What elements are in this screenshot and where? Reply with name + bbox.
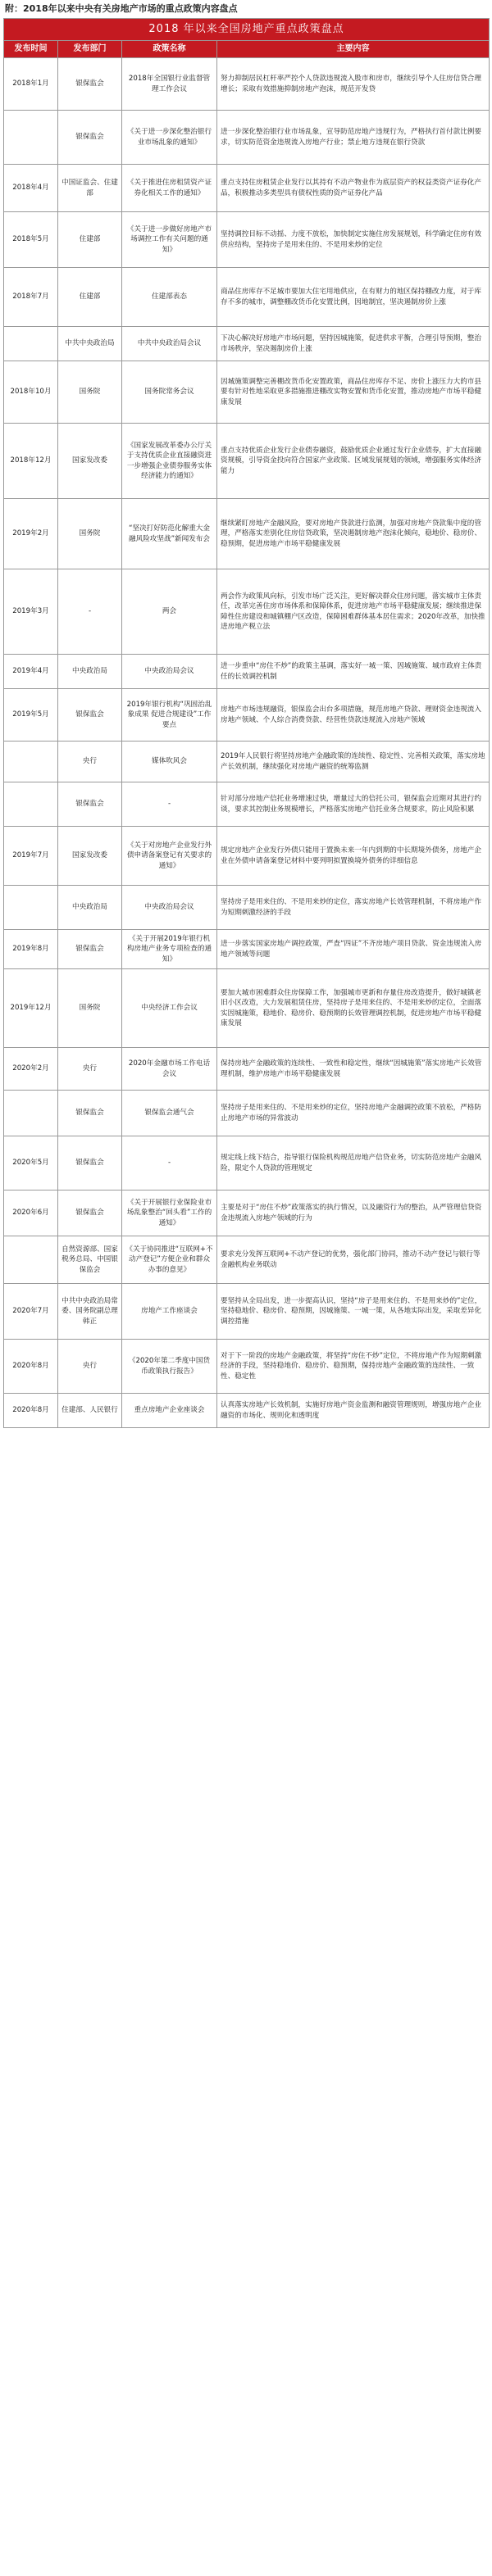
cell-content: 坚持房子是用来住的、不是用来炒的定位，坚持房地产金融调控政策不放松，严格防止房地产市场的异常波动 (217, 1091, 490, 1136)
table-row (4, 268, 490, 327)
cell-dept: 银保监会 (58, 111, 122, 165)
cell-policy: 2020年金融市场工作电话会议 (122, 1048, 217, 1091)
table-row (4, 1091, 490, 1136)
table-row (4, 930, 490, 969)
table-row (4, 327, 490, 361)
cell-policy: 两会 (122, 569, 217, 655)
cell-date: 2018年7月 (4, 268, 58, 327)
cell-content: 两会作为政策风向标，引发市场广泛关注，更好解决群众住房问题，落实城市主体责任，改革完善住房市场体系和保障体系，促进房地产市场平稳健康发展；继续推进保障性住房建设和城镇棚户区改造，保障困难群体基本居住需求；2020年改革，加快推进房地产税立法 (217, 569, 490, 655)
header-dept: 发布部门 (58, 41, 122, 58)
cell-dept: 银保监会 (58, 782, 122, 827)
cell-content: 要加大城市困难群众住房保障工作，加强城市更新和存量住房改造提升，做好城镇老旧小区改造，大力发展租赁住房，坚持房子是用来住的、不是用来炒的定位，全面落实因城施策，稳地价、稳房价、稳预期的长效管理调控机制，促进房地产市场平稳健康发展 (217, 969, 490, 1048)
cell-dept: 国务院 (58, 969, 122, 1048)
cell-policy: 住建部表态 (122, 268, 217, 327)
cell-dept: 住建部 (58, 212, 122, 268)
cell-date: 2018年12月 (4, 424, 58, 499)
page-caption: 附：2018年以来中央有关房地产市场的重点政策内容盘点 (5, 3, 238, 14)
cell-content: 因城施策调整完善棚改货币化安置政策，商品住房库存不足、房价上涨压力大的市县要有针对性地采取更多措施推进棚改实物安置和货币化安置，推动房地产市场平稳健康发展 (217, 361, 490, 424)
cell-content: 进一步重申“房住不炒”的政策主基调，落实好一城一策、因城施策、城市政府主体责任的长效调控机制 (217, 655, 490, 689)
table-row (4, 655, 490, 689)
cell-date: 2018年4月 (4, 165, 58, 212)
cell-dept: 国务院 (58, 361, 122, 424)
cell-date: 2020年8月 (4, 1394, 58, 1428)
cell-date: 2020年2月 (4, 1048, 58, 1091)
cell-date (4, 1091, 58, 1136)
cell-dept: 央行 (58, 742, 122, 782)
cell-content: 认真落实房地产长效机制，实施好房地产资金监测和融资管理规则，增强房地产企业融资的市场化、规则化和透明度 (217, 1394, 490, 1428)
cell-policy: 《2020年第二季度中国货币政策执行报告》 (122, 1340, 217, 1394)
cell-dept: 国家发改委 (58, 424, 122, 499)
cell-policy: 2019年银行机构“巩固治乱象成果 促进合规建设”工作要点 (122, 689, 217, 742)
cell-date: 2019年5月 (4, 689, 58, 742)
cell-content: 重点支持住房租赁企业发行以其持有不动产物业作为底层资产的权益类资产证券化产品，积极推动多类型具有债权性质的资产证券化产品 (217, 165, 490, 212)
cell-dept: 国务院 (58, 499, 122, 569)
cell-dept: 银保监会 (58, 1136, 122, 1190)
cell-policy: 银保监会通气会 (122, 1091, 217, 1136)
cell-date (4, 886, 58, 930)
cell-policy: 《关于协同推进“互联网+不动产登记”方便企业和群众办事的意见》 (122, 1236, 217, 1284)
cell-content: 重点支持优质企业发行企业债券融资，鼓励优质企业通过发行企业债券，扩大直接融资规模，引导资金投向符合国家产业政策、区域发展规划的领域，增强服务实体经济能力 (217, 424, 490, 499)
table-row (4, 886, 490, 930)
header-row (4, 41, 490, 58)
table-row (4, 1236, 490, 1284)
cell-policy: 中央经济工作会议 (122, 969, 217, 1048)
table-row (4, 569, 490, 655)
cell-policy: 中共中央政治局会议 (122, 327, 217, 361)
cell-dept: 银保监会 (58, 58, 122, 111)
cell-policy: “坚决打好防范化解重大金融风险攻坚战”新闻发布会 (122, 499, 217, 569)
cell-date: 2018年10月 (4, 361, 58, 424)
table-body (4, 58, 490, 1428)
cell-dept: 中央政治局 (58, 655, 122, 689)
cell-date: 2018年5月 (4, 212, 58, 268)
cell-content: 对于下一阶段的房地产金融政策，将坚持“房住不炒”定位，不将房地产作为短期刺激经济的手段，坚持稳地价、稳房价、稳预期，保持房地产金融政策的连续性、一致性、稳定性 (217, 1340, 490, 1394)
cell-content: 继续紧盯房地产金融风险，要对房地产贷款进行监测，加强对房地产贷款集中度的管理，严格落实差别化住房信贷政策，坚决遏制房地产泡沫化倾向，稳地价、稳房价、稳预期，促进房地产市场平稳健康发展 (217, 499, 490, 569)
cell-dept: 住建部、人民银行 (58, 1394, 122, 1428)
cell-date (4, 742, 58, 782)
cell-date (4, 327, 58, 361)
cell-policy: 《国家发展改革委办公厅关于支持优质企业直接融资进一步增强企业债券服务实体经济能力的通知》 (122, 424, 217, 499)
cell-content: 要求充分发挥互联网+不动产登记的优势，强化部门协同，推动不动产登记与银行等金融机构业务联动 (217, 1236, 490, 1284)
cell-dept: 银保监会 (58, 689, 122, 742)
table-row (4, 1048, 490, 1091)
cell-date (4, 111, 58, 165)
cell-content: 保持房地产金融政策的连续性、一致性和稳定性，继续“因城施策”落实房地产长效管理机制，维护房地产市场平稳健康发展 (217, 1048, 490, 1091)
cell-content: 要坚持从全局出发，进一步提高认识，坚持“房子是用来住的、不是用来炒的”定位，坚持稳地价、稳房价、稳预期，因城施策、一城一策，从各地实际出发，采取差异化调控措施 (217, 1284, 490, 1340)
cell-policy: 《关于对房地产企业发行外债申请备案登记有关要求的通知》 (122, 827, 217, 886)
cell-dept: - (58, 569, 122, 655)
table-row (4, 1136, 490, 1190)
cell-dept: 自然资源部、国家税务总局、中国银保监会 (58, 1236, 122, 1284)
cell-policy: - (122, 782, 217, 827)
cell-dept: 国家发改委 (58, 827, 122, 886)
table-row (4, 782, 490, 827)
cell-content: 商品住房库存不足城市要加大住宅用地供应，在有财力的地区保持棚改力度，对于库存不多的城市，调整棚改货币化安置比例，因地制宜，坚决遏制房价上涨 (217, 268, 490, 327)
cell-content: 规定线上线下结合，指导银行保险机构规范房地产信贷业务，切实防范房地产金融风险，限定个人贷款的管理规定 (217, 1136, 490, 1190)
cell-date: 2019年4月 (4, 655, 58, 689)
cell-policy: 2018年全国银行业监督管理工作会议 (122, 58, 217, 111)
header-policy: 政策名称 (122, 41, 217, 58)
cell-date: 2020年5月 (4, 1136, 58, 1190)
cell-content: 努力抑制居民杠杆率严控个人贷款违规流入股市和房市，继续引导个人住房信贷合理增长；采取有效措施抑制房地产泡沫，规范开发贷 (217, 58, 490, 111)
table-row (4, 1190, 490, 1236)
cell-dept: 央行 (58, 1048, 122, 1091)
cell-policy: 《关于开展2019年银行机构房地产业务专项检查的通知》 (122, 930, 217, 969)
cell-date: 2019年2月 (4, 499, 58, 569)
cell-dept: 银保监会 (58, 930, 122, 969)
table-row (4, 689, 490, 742)
cell-date: 2019年12月 (4, 969, 58, 1048)
table-row (4, 1394, 490, 1428)
cell-policy: 《关于开展银行业保险业市场乱象整治“回头看”工作的通知》 (122, 1190, 217, 1236)
cell-content: 坚持调控目标不动摇、力度不放松，加快制定实施住房发展规划，科学确定住房有效供应结构，坚持房子是用来住的、不是用来炒的定位 (217, 212, 490, 268)
table-row (4, 742, 490, 782)
cell-policy: 《关于进一步深化整治银行业市场乱象的通知》 (122, 111, 217, 165)
table-row (4, 424, 490, 499)
table-row (4, 499, 490, 569)
cell-content: 进一步深化整治银行业市场乱象，宣导防范房地产违规行为，严格执行首付款比例要求，切实防范资金违规流入房地产行业；禁止地方违规在银行贷款 (217, 111, 490, 165)
cell-policy: 《关于进一步做好房地产市场调控工作有关问题的通知》 (122, 212, 217, 268)
cell-policy: - (122, 1136, 217, 1190)
cell-policy: 中央政治局会议 (122, 886, 217, 930)
table-row (4, 1340, 490, 1394)
cell-content: 进一步落实国家房地产调控政策，严查“四证”不齐房地产项目贷款、资金违规流入房地产领域等问题 (217, 930, 490, 969)
cell-date: 2019年3月 (4, 569, 58, 655)
policy-table (3, 18, 490, 1428)
cell-dept: 央行 (58, 1340, 122, 1394)
cell-content: 针对部分房地产信托业务增速过快，增量过大的信托公司，银保监会近期对其进行约谈，要求其控制业务规模增长，严格落实房地产信托业务合规要求，防止风险积累 (217, 782, 490, 827)
table-row (4, 165, 490, 212)
cell-dept: 中央政治局 (58, 886, 122, 930)
cell-date (4, 1236, 58, 1284)
header-date: 发布时间 (4, 41, 58, 58)
cell-content: 主要是对于“房住不炒”政策落实的执行情况，以及融资行为的整治，从严管理信贷资金违规流入房地产领域的行为 (217, 1190, 490, 1236)
cell-content: 2019年人民银行将坚持房地产金融政策的连续性、稳定性、完善相关政策，落实房地产长效机制，继续强化对房地产融资的统筹监测 (217, 742, 490, 782)
cell-date: 2019年8月 (4, 930, 58, 969)
cell-content: 坚持房子是用来住的、不是用来炒的定位，落实房地产长效管理机制，不将房地产作为短期刺激经济的手段 (217, 886, 490, 930)
table-row (4, 361, 490, 424)
cell-date: 2019年7月 (4, 827, 58, 886)
cell-date: 2020年7月 (4, 1284, 58, 1340)
cell-date: 2020年6月 (4, 1190, 58, 1236)
table-row (4, 212, 490, 268)
cell-policy: 重点房地产企业座谈会 (122, 1394, 217, 1428)
cell-dept: 住建部 (58, 268, 122, 327)
cell-policy: 媒体吹风会 (122, 742, 217, 782)
cell-policy: 房地产工作座谈会 (122, 1284, 217, 1340)
cell-date: 2018年1月 (4, 58, 58, 111)
cell-dept: 银保监会 (58, 1190, 122, 1236)
cell-policy: 国务院常务会议 (122, 361, 217, 424)
cell-dept: 中共中央政治局 (58, 327, 122, 361)
cell-policy: 《关于推进住房租赁资产证券化相关工作的通知》 (122, 165, 217, 212)
cell-date (4, 782, 58, 827)
cell-dept: 中共中央政治局常委、国务院副总理韩正 (58, 1284, 122, 1340)
header-content: 主要内容 (217, 41, 490, 58)
table-row (4, 969, 490, 1048)
cell-content: 规定房地产企业发行外债只能用于置换未来一年内到期的中长期境外债务，房地产企业在外债申请备案登记材料中要列明拟置换境外债务的详细信息 (217, 827, 490, 886)
table-row (4, 827, 490, 886)
table-row (4, 58, 490, 111)
cell-content: 下决心解决好房地产市场问题，坚持因城施策，促进供求平衡，合理引导预期，整治市场秩序，坚决遏制房价上涨 (217, 327, 490, 361)
cell-date: 2020年8月 (4, 1340, 58, 1394)
table-row (4, 111, 490, 165)
table-row (4, 1284, 490, 1340)
cell-dept: 中国证监会、住建部 (58, 165, 122, 212)
cell-content: 房地产市场违规融资，银保监会出台多项措施，规范房地产贷款、理财资金违规流入房地产领域、个人综合消费贷款、经营性贷款违规流入房地产领域 (217, 689, 490, 742)
table-title: 2018 年以来全国房地产重点政策盘点 (4, 19, 490, 41)
cell-dept: 银保监会 (58, 1091, 122, 1136)
cell-policy: 中央政治局会议 (122, 655, 217, 689)
